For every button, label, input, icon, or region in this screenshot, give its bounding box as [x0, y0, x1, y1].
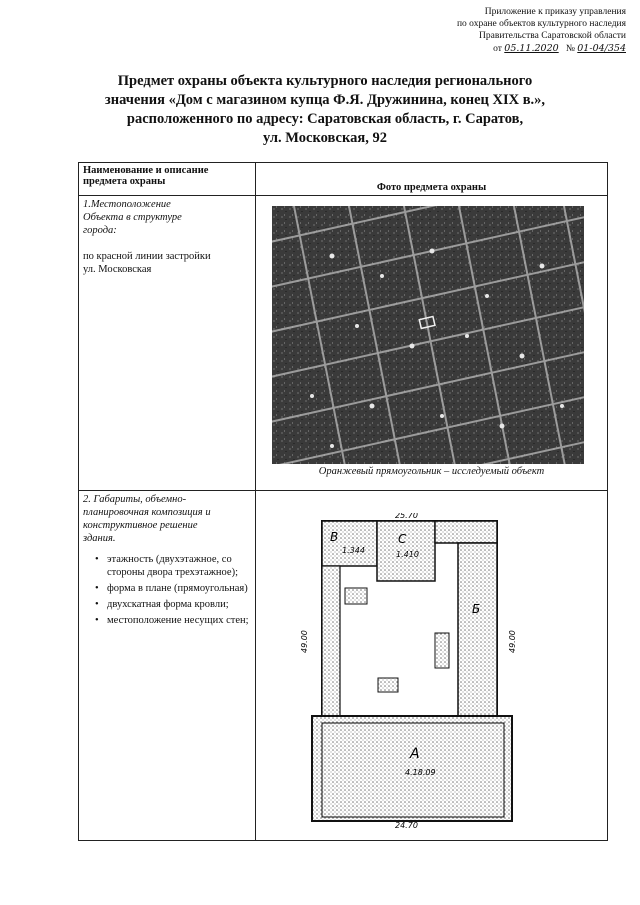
dimensions-title-3: конструктивное решение [83, 520, 198, 531]
number-value: 01-04/354 [577, 43, 626, 54]
right-dimension: 49.00 [508, 630, 517, 653]
room-label-b: В [330, 530, 339, 544]
bottom-dimension: 24.70 [395, 821, 418, 828]
number-prefix: № [565, 44, 575, 54]
table-row [79, 491, 608, 841]
table-header-row [79, 163, 608, 196]
room-label-a: А [410, 746, 420, 762]
title-line-1: Предмет охраны объекта культурного наследия регионального [117, 73, 533, 89]
floor-plan [300, 513, 550, 828]
date-prefix: от [493, 44, 502, 54]
dimensions-title-4: здания. [83, 533, 116, 544]
floor-plan-drawing [300, 513, 550, 828]
room-label-c: С [398, 532, 407, 546]
aerial-photo [272, 206, 584, 464]
header-line-1: Приложение к приказу управления [484, 7, 626, 17]
col2-header: Фото предмета охраны [256, 163, 608, 196]
list-item: • двухскатная форма кровли; [95, 598, 251, 611]
dimensions-description [79, 491, 256, 841]
location-title-2: Объекта в структуре [83, 212, 182, 223]
location-text-1: по красной линии застройки [83, 251, 211, 262]
list-item: • местоположение несущих стен; [95, 614, 251, 627]
location-photo-cell [256, 196, 608, 491]
order-line [493, 43, 626, 55]
location-title-3: города: [83, 225, 117, 236]
aerial-photo-image [272, 206, 584, 464]
location-title-1: 1.Местоположение [83, 199, 171, 210]
room-area-c: 1.410 [396, 550, 419, 559]
list-item: • форма в плане (прямоугольная) [95, 582, 251, 595]
document-title [90, 72, 560, 148]
list-item: • этажность (двухэтажное, со стороны двора трехэтажное); [95, 553, 251, 579]
photo-caption: Оранжевый прямоугольник – исследуемый объект [318, 466, 545, 477]
location-text-2: ул. Московская [83, 264, 152, 275]
approval-header [366, 6, 626, 55]
header-line-2: по охране объектов культурного наследия [456, 19, 626, 29]
title-line-2: значения «Дом с магазином купца Ф.Я. Дружинина, конец XIX в.», [104, 92, 546, 108]
title-line-3: расположенного по адресу: Саратовская область, г. Саратов, [126, 111, 524, 127]
dimensions-title-1: 2. Габариты, объемно- [83, 494, 187, 505]
dimensions-title-2: планировочная композиция и [83, 507, 211, 518]
header-line-3: Правительства Саратовской области [479, 31, 626, 41]
left-dimension: 49.00 [300, 630, 309, 653]
room-area-a: 4.18.09 [405, 768, 436, 777]
room-area-b: 1.344 [342, 546, 365, 555]
table-row [79, 196, 608, 491]
location-description [79, 196, 256, 491]
protection-subject-table [78, 162, 608, 841]
floor-plan-cell [256, 491, 608, 841]
date-value: 05.11.2020 [504, 43, 559, 54]
room-label-e: Б [472, 602, 481, 616]
title-line-4: ул. Московская, 92 [263, 130, 387, 146]
top-dimension: 25.70 [395, 513, 418, 520]
features-list [83, 553, 251, 627]
col1-header: Наименование и описание предмета охраны [79, 163, 256, 196]
